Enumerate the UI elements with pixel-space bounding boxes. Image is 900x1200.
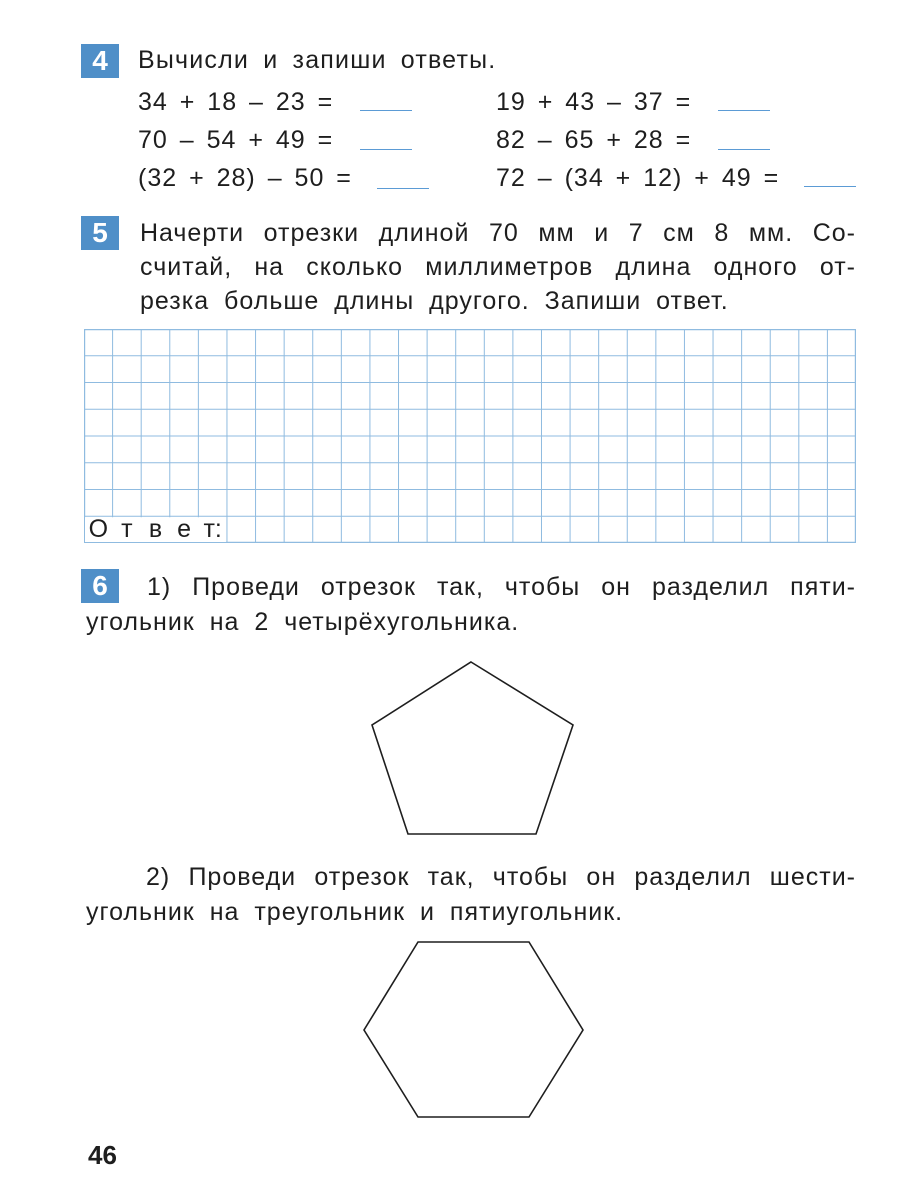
equation-6: 72 – (34 + 12) + 49 =: [496, 164, 780, 192]
task-5-line-1: Начерти отрезки длиной 70 мм и 7 см 8 мм. Со-: [140, 219, 856, 247]
task-5-line-3: резка больше длины другого. Запиши ответ.: [140, 287, 729, 315]
task-5-line-2: считай, на сколько миллиметров длина одного от-: [140, 253, 856, 281]
answer-letter: т:: [203, 514, 222, 543]
answer-letter: е: [177, 514, 192, 543]
task-4-badge: 4: [81, 44, 119, 78]
task-6-badge: 6: [81, 569, 119, 603]
equation-5: (32 + 28) – 50 =: [138, 164, 352, 192]
task-6-part-2-line-2: угольник на треугольник и пятиугольник.: [86, 898, 624, 926]
task-6-part-1-line-1: 1) Проведи отрезок так, чтобы он разделил пяти-: [147, 573, 856, 601]
graph-paper-grid[interactable]: [84, 329, 856, 543]
task-5-text: [140, 216, 856, 318]
equation-3: 70 – 54 + 49 =: [138, 126, 334, 154]
equation-2: 19 + 43 – 37 =: [496, 88, 692, 116]
answer-blank-5[interactable]: [377, 188, 429, 189]
answer-letter: О: [88, 514, 109, 543]
answer-letter: в: [148, 514, 163, 543]
hexagon-shape[interactable]: [355, 935, 595, 1140]
answer-blank-2[interactable]: [718, 110, 770, 111]
answer-label: [84, 515, 227, 543]
task-5-badge: 5: [81, 216, 119, 250]
task-4-instruction: Вычисли и запиши ответы.: [138, 46, 497, 74]
answer-blank-6[interactable]: [804, 186, 856, 187]
page-number: 46: [88, 1140, 117, 1170]
answer-letter: т: [121, 514, 133, 543]
task-6-part-1-text: [86, 570, 856, 640]
equation-1: 34 + 18 – 23 =: [138, 88, 334, 116]
answer-blank-3[interactable]: [360, 149, 412, 150]
equation-4: 82 – 65 + 28 =: [496, 126, 692, 154]
task-6-part-1-line-2: угольник на 2 четырёхугольника.: [86, 608, 520, 636]
answer-blank-4[interactable]: [718, 149, 770, 150]
task-6-part-2-line-1: 2) Проведи отрезок так, чтобы он разделил шести-: [146, 863, 856, 891]
task-6-part-2-text: [86, 860, 856, 930]
answer-blank-1[interactable]: [360, 110, 412, 111]
pentagon-shape[interactable]: [360, 655, 585, 840]
